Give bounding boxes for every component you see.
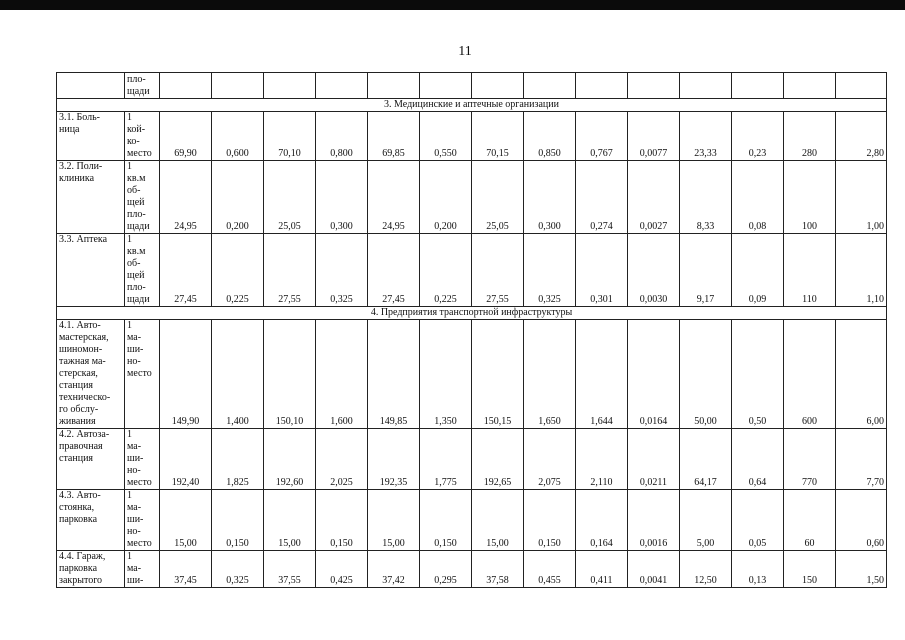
value-cell: 2,110 bbox=[576, 429, 628, 490]
value-cell: 770 bbox=[784, 429, 836, 490]
row-name: 3.3. Аптека bbox=[57, 234, 125, 307]
value-cell: 0,08 bbox=[732, 161, 784, 234]
table-row bbox=[57, 490, 887, 551]
row-name: 3.1. Боль- ница bbox=[57, 112, 125, 161]
value-cell: 37,55 bbox=[264, 551, 316, 588]
row-name: 4.2. Автоза- правочная станция bbox=[57, 429, 125, 490]
value-cell: 1,50 bbox=[836, 551, 887, 588]
value-cell: 0,411 bbox=[576, 551, 628, 588]
table-row bbox=[57, 551, 887, 588]
table-row bbox=[57, 234, 887, 307]
value-cell: 0,325 bbox=[316, 234, 368, 307]
value-cell: 0,325 bbox=[212, 551, 264, 588]
value-cell: 5,00 bbox=[680, 490, 732, 551]
value-cell: 0,225 bbox=[420, 234, 472, 307]
value-cell: 0,150 bbox=[212, 490, 264, 551]
value-cell: 1,350 bbox=[420, 320, 472, 429]
section-title: 3. Медицинские и аптечные организации bbox=[57, 99, 887, 112]
table-row bbox=[57, 112, 887, 161]
value-cell: 0,23 bbox=[732, 112, 784, 161]
section-header-row bbox=[57, 99, 887, 112]
table-row bbox=[57, 320, 887, 429]
value-cell: 27,55 bbox=[472, 234, 524, 307]
value-cell: 2,80 bbox=[836, 112, 887, 161]
value-cell: 100 bbox=[784, 161, 836, 234]
value-cell: 280 bbox=[784, 112, 836, 161]
value-cell: 0,164 bbox=[576, 490, 628, 551]
value-cell: 37,42 bbox=[368, 551, 420, 588]
value-cell: 27,55 bbox=[264, 234, 316, 307]
value-cell: 1,600 bbox=[316, 320, 368, 429]
row-unit: 1 ма- ши- bbox=[125, 551, 160, 588]
value-cell: 0,300 bbox=[524, 161, 576, 234]
value-cell: 0,64 bbox=[732, 429, 784, 490]
table-row bbox=[57, 429, 887, 490]
section-title: 4. Предприятия транспортной инфраструктуры bbox=[57, 307, 887, 320]
value-cell: 2,025 bbox=[316, 429, 368, 490]
value-cell: 1,400 bbox=[212, 320, 264, 429]
value-cell: 64,17 bbox=[680, 429, 732, 490]
value-cell: 0,0041 bbox=[628, 551, 680, 588]
continuation-name-cell bbox=[57, 73, 125, 99]
value-cell: 27,45 bbox=[368, 234, 420, 307]
value-cell: 15,00 bbox=[264, 490, 316, 551]
value-cell: 1,825 bbox=[212, 429, 264, 490]
table-row bbox=[57, 161, 887, 234]
value-cell: 1,00 bbox=[836, 161, 887, 234]
row-unit: 1 кой- ко- место bbox=[125, 112, 160, 161]
value-cell: 24,95 bbox=[368, 161, 420, 234]
value-cell: 149,85 bbox=[368, 320, 420, 429]
value-cell: 1,775 bbox=[420, 429, 472, 490]
value-cell: 70,15 bbox=[472, 112, 524, 161]
section-header-row bbox=[57, 307, 887, 320]
value-cell: 7,70 bbox=[836, 429, 887, 490]
value-cell: 69,85 bbox=[368, 112, 420, 161]
data-table bbox=[56, 72, 887, 588]
value-cell: 69,90 bbox=[160, 112, 212, 161]
value-cell: 70,10 bbox=[264, 112, 316, 161]
value-cell: 0,274 bbox=[576, 161, 628, 234]
value-cell: 2,075 bbox=[524, 429, 576, 490]
value-cell: 0,200 bbox=[420, 161, 472, 234]
value-cell: 192,35 bbox=[368, 429, 420, 490]
value-cell: 0,13 bbox=[732, 551, 784, 588]
value-cell: 0,0016 bbox=[628, 490, 680, 551]
value-cell: 150,15 bbox=[472, 320, 524, 429]
value-cell: 0,295 bbox=[420, 551, 472, 588]
row-name: 4.1. Авто- мастерская, шиномон- тажная ма- стерская, станция техническо- го обслу- живания bbox=[57, 320, 125, 429]
row-unit: 1 ма- ши- но- место bbox=[125, 429, 160, 490]
row-name: 4.4. Гараж, парковка закрытого bbox=[57, 551, 125, 588]
value-cell: 192,65 bbox=[472, 429, 524, 490]
value-cell: 192,40 bbox=[160, 429, 212, 490]
value-cell: 0,0077 bbox=[628, 112, 680, 161]
value-cell: 0,50 bbox=[732, 320, 784, 429]
value-cell: 149,90 bbox=[160, 320, 212, 429]
value-cell: 0,0027 bbox=[628, 161, 680, 234]
value-cell: 25,05 bbox=[264, 161, 316, 234]
value-cell: 0,300 bbox=[316, 161, 368, 234]
value-cell: 0,455 bbox=[524, 551, 576, 588]
value-cell: 25,05 bbox=[472, 161, 524, 234]
value-cell: 150 bbox=[784, 551, 836, 588]
value-cell: 15,00 bbox=[160, 490, 212, 551]
value-cell: 15,00 bbox=[472, 490, 524, 551]
value-cell: 0,0164 bbox=[628, 320, 680, 429]
value-cell: 8,33 bbox=[680, 161, 732, 234]
value-cell: 0,225 bbox=[212, 234, 264, 307]
value-cell: 15,00 bbox=[368, 490, 420, 551]
value-cell: 0,200 bbox=[212, 161, 264, 234]
row-unit: 1 кв.м об- щей пло- щади bbox=[125, 161, 160, 234]
value-cell: 60 bbox=[784, 490, 836, 551]
continuation-row bbox=[57, 73, 887, 99]
value-cell: 0,425 bbox=[316, 551, 368, 588]
value-cell: 0,600 bbox=[212, 112, 264, 161]
value-cell: 0,09 bbox=[732, 234, 784, 307]
row-unit: 1 ма- ши- но- место bbox=[125, 320, 160, 429]
value-cell: 9,17 bbox=[680, 234, 732, 307]
value-cell: 0,05 bbox=[732, 490, 784, 551]
value-cell: 0,60 bbox=[836, 490, 887, 551]
value-cell: 150,10 bbox=[264, 320, 316, 429]
value-cell: 6,00 bbox=[836, 320, 887, 429]
row-unit: 1 кв.м об- щей пло- щади bbox=[125, 234, 160, 307]
value-cell: 0,767 bbox=[576, 112, 628, 161]
value-cell: 12,50 bbox=[680, 551, 732, 588]
row-name: 4.3. Авто- стоянка, парковка bbox=[57, 490, 125, 551]
value-cell: 50,00 bbox=[680, 320, 732, 429]
value-cell: 0,800 bbox=[316, 112, 368, 161]
value-cell: 1,650 bbox=[524, 320, 576, 429]
continuation-unit-cell: пло- щади bbox=[125, 73, 160, 99]
table-body bbox=[57, 73, 887, 588]
page-number: 11 bbox=[458, 44, 472, 59]
value-cell: 0,850 bbox=[524, 112, 576, 161]
value-cell: 0,0211 bbox=[628, 429, 680, 490]
value-cell: 0,150 bbox=[420, 490, 472, 551]
value-cell: 0,0030 bbox=[628, 234, 680, 307]
value-cell: 110 bbox=[784, 234, 836, 307]
value-cell: 1,10 bbox=[836, 234, 887, 307]
value-cell: 600 bbox=[784, 320, 836, 429]
value-cell: 192,60 bbox=[264, 429, 316, 490]
row-unit: 1 ма- ши- но- место bbox=[125, 490, 160, 551]
value-cell: 37,58 bbox=[472, 551, 524, 588]
scan-top-border bbox=[0, 0, 905, 10]
value-cell: 0,301 bbox=[576, 234, 628, 307]
value-cell: 0,150 bbox=[524, 490, 576, 551]
value-cell: 0,325 bbox=[524, 234, 576, 307]
row-name: 3.2. Поли- клиника bbox=[57, 161, 125, 234]
value-cell: 0,150 bbox=[316, 490, 368, 551]
value-cell: 24,95 bbox=[160, 161, 212, 234]
value-cell: 27,45 bbox=[160, 234, 212, 307]
value-cell: 1,644 bbox=[576, 320, 628, 429]
value-cell: 0,550 bbox=[420, 112, 472, 161]
value-cell: 37,45 bbox=[160, 551, 212, 588]
value-cell: 23,33 bbox=[680, 112, 732, 161]
